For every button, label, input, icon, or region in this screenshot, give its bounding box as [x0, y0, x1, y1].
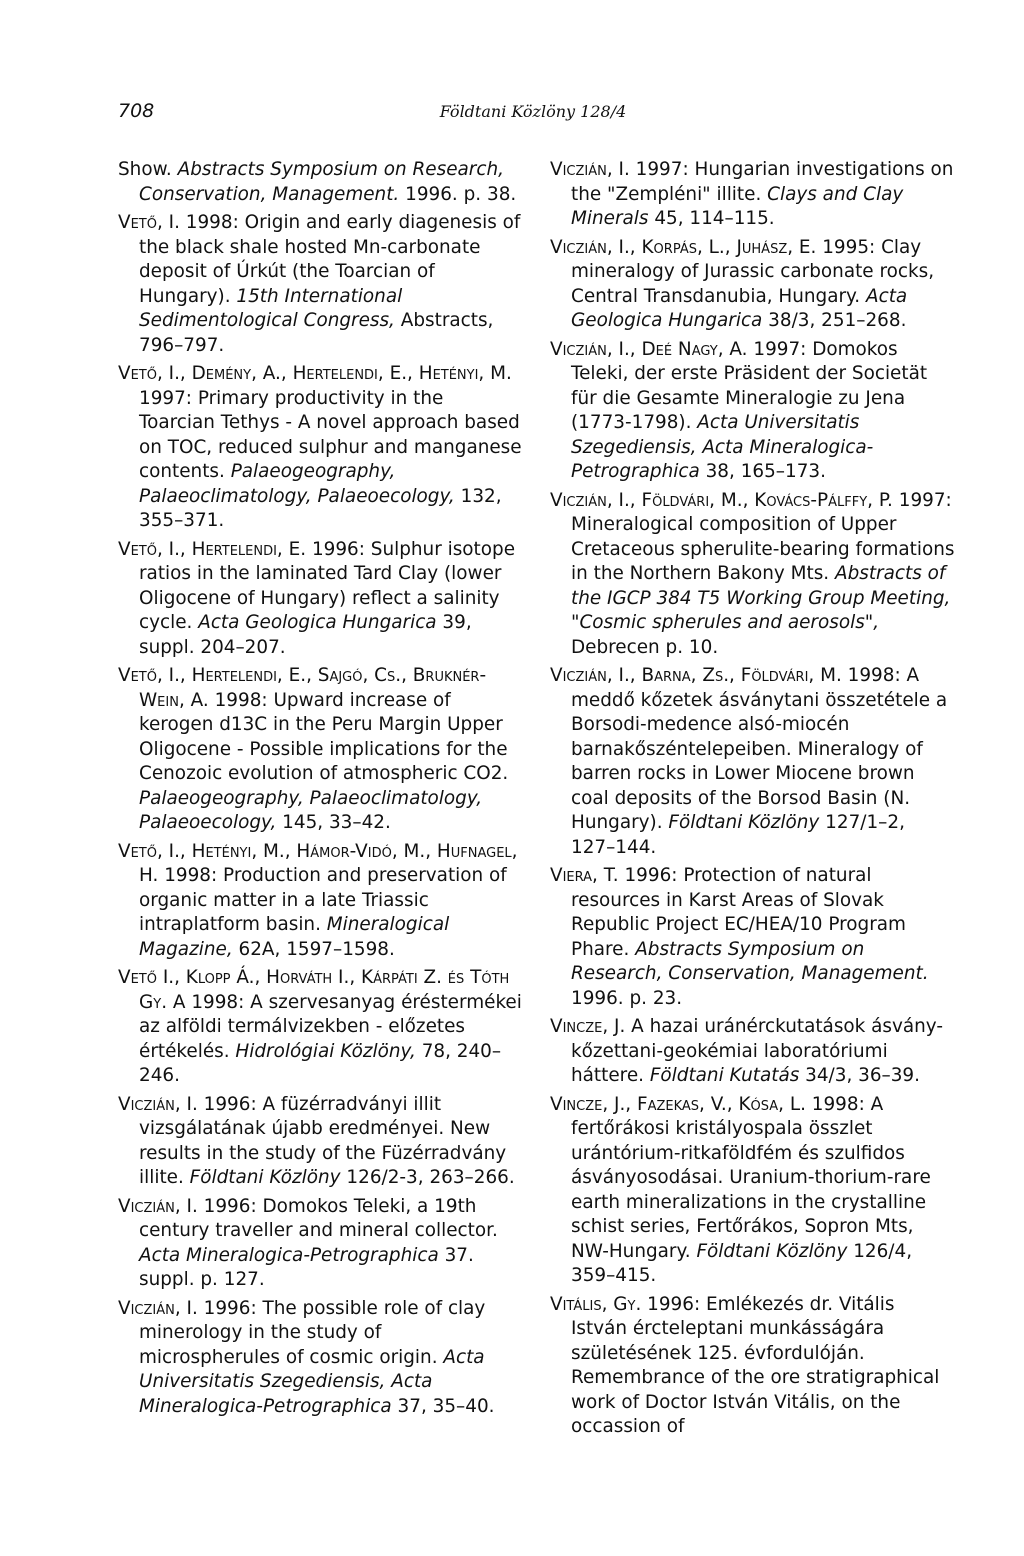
reference-authors: Viczián, I. [118, 1195, 198, 1217]
reference-volume-pages: 126/2-3, 263–266. [340, 1167, 515, 1188]
reference-entry [118, 1297, 523, 1420]
reference-source: Acta Universitatis Szegediensis, Acta Mineralogica-Petrographica [139, 1346, 485, 1417]
reference-details: 1998: Upward increase of kerogen d13C in the Peru Margin Upper Oligocene - Possible implications for the Cenozoic evolution of atmospheric CO2. [139, 689, 509, 784]
reference-details: 1998: A meddő kőzetek ásványtani összetétele a Borsodi-medence alsó-miocén barnakőszéntelepeiben. Mineralogy of barren rocks in Lower Miocene brown coal deposits of the Borsod Basin (N. Hungary). [571, 665, 948, 833]
reference-entry [550, 236, 955, 334]
reference-details: 1997: Hungarian investigations on the "Zempléni" illite. [571, 159, 954, 205]
reference-volume-pages: Abstracts, 796–797. [139, 310, 494, 356]
reference-source: Acta Geologica Hungarica [571, 285, 908, 331]
reference-authors: Viczián, I., Földvári, M., Kovács-Pálffy, P. [550, 489, 893, 511]
reference-authors: Vető, I., Hertelendi, E. [118, 538, 307, 560]
reference-details: 1996: Domokos Teleki, a 19th century traveller and mineral collector. [139, 1195, 498, 1241]
reference-details: 1997: Domokos Teleki, der erste Präsident der Societät für die Gesamte Mineralogie zu Jena (1773-1798). [571, 338, 928, 433]
reference-source: Palaeogeography, Palaeoclimatology, Palaeoecology, [139, 461, 455, 507]
reference-entry [118, 1195, 523, 1293]
reference-source: Palaeogeography, Palaeoclimatology, Palaeoecology, [139, 787, 483, 833]
reference-details: 1996: A füzérradványi illit vizsgálatának újabb eredményei. New results in the study of the Füzérradvány illite. [139, 1093, 507, 1188]
reference-authors: Vető, I., Hertelendi, E., Sajgó, Cs., Bruknér-Wein, A. [118, 665, 487, 711]
reference-source: Acta Geologica Hungarica [198, 612, 437, 633]
reference-authors: Vető, I., Demény, A., Hertelendi, E., Hetényi, M. [118, 363, 512, 384]
page-number: 708 [118, 100, 155, 122]
reference-source: Clays and Clay Minerals [571, 183, 904, 229]
reference-entry [118, 538, 523, 661]
reference-authors: Viczián, I., Korpás, L., Juhász, E. [550, 236, 817, 258]
reference-authors: Viczián, I. [550, 159, 630, 180]
reference-column-left [118, 158, 523, 1423]
reference-details: 1995: Clay mineralogy of Jurassic carbonate rocks, Central Transdanubia, Hungary. [571, 236, 935, 307]
reference-authors: Viera, T. [550, 865, 619, 886]
reference-entry [118, 1093, 523, 1191]
reference-source: Acta Universitatis Szegediensis, Acta Mineralogica-Petrographica [571, 412, 874, 482]
reference-details: 1998: A fertőrákosi kristályospala összlet urántórium-ritkaföldfém és szulfidos ásványosodásai. Uranium-thorium-rare earth mineralizations in the crystalline schist series, Fertőrákos, Sopron Mts, NW-Hungary. [571, 1093, 931, 1262]
reference-details: Show. [118, 159, 178, 180]
reference-details: A 1998: A szervesanyag éréstermékei az alföldi termálvizekben - előzetes értékelés. [139, 991, 522, 1062]
reference-source: Földtani Közlöny [696, 1240, 848, 1262]
reference-volume-pages: 38/3, 251–268. [762, 310, 907, 331]
reference-source: Földtani Közlöny [668, 812, 820, 833]
reference-entry [550, 158, 955, 232]
reference-source: Földtani Közlöny [189, 1167, 341, 1188]
reference-volume-pages: 126/4, 359–415. [571, 1240, 913, 1286]
reference-authors: Viczián, I., Barna, Zs., Földvári, M. [550, 665, 842, 686]
reference-volume-pages: 132, 355–371. [139, 485, 502, 531]
reference-source: Abstracts Symposium on Research, Conservation, Management. [571, 938, 929, 984]
reference-source: Abstracts Symposium on Research, Conservation, Management. [139, 159, 504, 205]
reference-source: 15th International Sedimentological Congress, [139, 285, 403, 331]
reference-details: 1996: Protection of natural resources in Karst Areas of Slovak Republic Project EC/HEA/10 Program Phare. [571, 865, 906, 960]
reference-entry [118, 664, 523, 836]
reference-authors: Vincze, J., Fazekas, V., Kósa, L. [550, 1093, 806, 1115]
reference-details: 1996: The possible role of clay minerology in the study of microspherules of cosmic origin. [139, 1297, 486, 1368]
reference-authors: Vető I., Klopp Á., Horváth I., Kárpáti Z. és Tóth Gy. [118, 967, 510, 1013]
reference-entry [550, 664, 955, 860]
reference-authors: Vető, I. [118, 212, 180, 233]
reference-volume-pages: 1996. p. 38. [399, 183, 517, 205]
reference-volume-pages: 1996. p. 23. [571, 987, 683, 1009]
reference-entry [118, 362, 523, 534]
reference-source: Hidrológiai Közlöny, [235, 1040, 416, 1062]
reference-authors: Vitális, Gy. [550, 1293, 642, 1315]
reference-volume-pages: 38, 165–173. [699, 461, 826, 482]
reference-entry [550, 1293, 955, 1440]
reference-entry [550, 1015, 955, 1089]
reference-authors: Vető, I., Hetényi, M., Hámor-Vidó, M., Hufnagel, H. [118, 840, 518, 886]
page-header [118, 100, 948, 130]
reference-volume-pages: Debrecen p. 10. [571, 636, 719, 658]
reference-entry [550, 489, 955, 661]
reference-volume-pages: 78, 240–246. [139, 1040, 502, 1086]
reference-entry [118, 840, 523, 963]
reference-authors: Viczián, I. [118, 1297, 198, 1319]
reference-volume-pages: 37, 35–40. [391, 1395, 495, 1417]
reference-volume-pages: 39, suppl. 204–207. [139, 612, 472, 658]
reference-source: Mineralogical Magazine, [139, 914, 450, 960]
reference-volume-pages: 62A, 1597–1598. [232, 938, 395, 960]
reference-authors: Vincze, J. [550, 1016, 626, 1037]
reference-details: 1998: Production and preservation of organic matter in a late Triassic intraplatform basin. [139, 865, 507, 935]
reference-details: 1997: Primary productivity in the Toarcian Tethys - A novel approach based on TOC, reduced sulphur and manganese contents. [139, 387, 522, 482]
reference-entry [118, 966, 523, 1089]
reference-volume-pages: 45, 114–115. [648, 208, 775, 229]
reference-details: 1996: Emlékezés dr. Vitális István ércteleptani munkásságára születésének 125. évfordulóján. Remembrance of the ore stratigraphical work of Doctor István Vitális, on the occassion of [571, 1293, 940, 1437]
reference-entry [118, 158, 523, 207]
reference-entry [550, 1093, 955, 1289]
journal-title: Földtani Közlöny 128/4 [439, 102, 627, 121]
reference-authors: Viczián, I. [118, 1093, 198, 1115]
reference-volume-pages: 127/1–2, 127–144. [571, 812, 905, 858]
reference-entry [118, 211, 523, 358]
reference-details: 1996: Sulphur isotope ratios in the laminated Tard Clay (lower Oligocene of Hungary) reflect a salinity cycle. [139, 538, 516, 633]
reference-source: Abstracts of the IGCP 384 T5 Working Group Meeting, "Cosmic spherules and aerosols", [571, 563, 951, 633]
reference-details: 1997: Mineralogical composition of Upper Cretaceous spherulite-bearing formations in the Northern Bakony Mts. [571, 489, 955, 584]
reference-volume-pages: 34/3, 36–39. [799, 1065, 920, 1086]
reference-entry [550, 864, 955, 1011]
reference-source: Acta Mineralogica-Petrographica [139, 1244, 439, 1266]
reference-details: 1998: Origin and early diagenesis of the black shale hosted Mn-carbonate deposit of Úrkút (the Toarcian of Hungary). [139, 212, 521, 307]
reference-details: A hazai uránérckutatások ásvány-kőzettani-geokémiai laboratóriumi háttere. [571, 1016, 943, 1086]
reference-source: Földtani Kutatás [649, 1065, 800, 1086]
reference-authors: Viczián, I., Deé Nagy, A. [550, 338, 748, 360]
reference-volume-pages: 145, 33–42. [276, 812, 391, 833]
reference-volume-pages: 37. suppl. p. 127. [139, 1244, 474, 1290]
reference-entry [550, 338, 955, 485]
reference-column-right [550, 158, 955, 1444]
